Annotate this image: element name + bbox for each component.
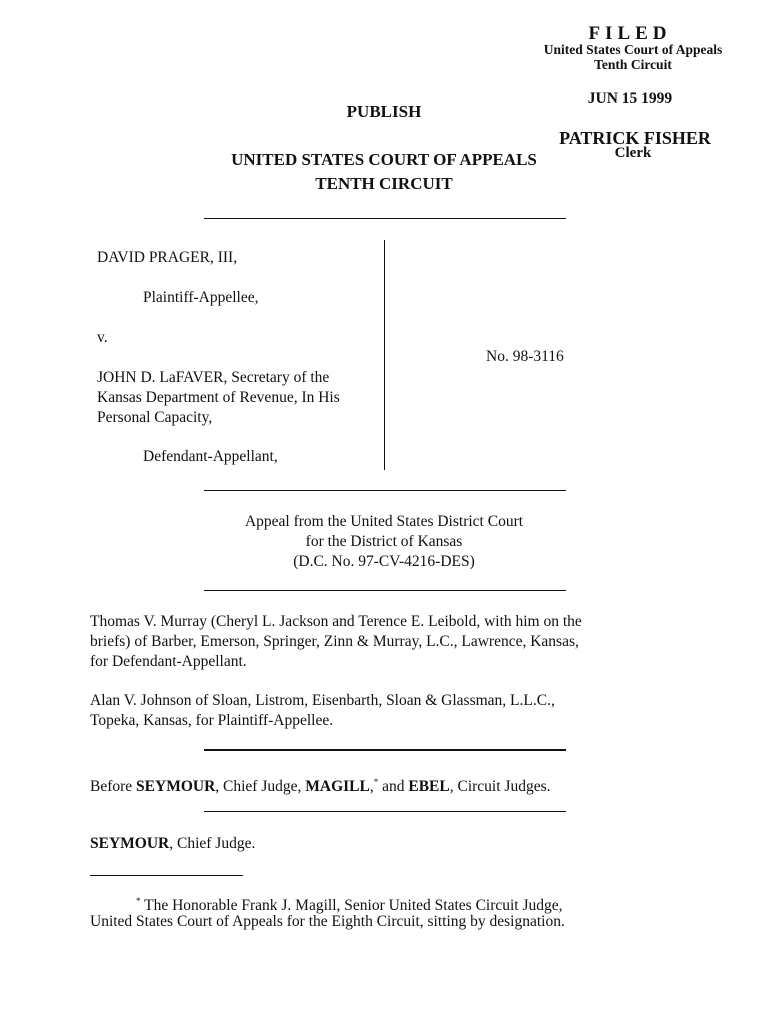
footnote-text-2: United States Court of Appeals for the Eighth Circuit, sitting by designation. [90,913,565,930]
counsel-defendant-line: for Defendant-Appellant. [90,653,247,670]
caption-plaintiff: DAVID PRAGER, III, [97,249,238,266]
caption-versus: v. [97,329,108,346]
appeal-line: Appeal from the United States District Court [244,513,524,530]
footnote-marker: * [373,777,379,787]
panel-judge-magill: MAGILL [305,778,370,796]
panel-comma: , [369,778,374,796]
filed-stamp-clerk-name: PATRICK FISHER [559,128,711,148]
case-number: No. 98-3116 [486,348,564,365]
panel-circuit-title: , Circuit Judges. [449,778,551,796]
counsel-rule [204,749,566,751]
panel-before: Before [90,778,137,796]
filed-stamp-circuit: Tenth Circuit [594,57,672,72]
caption-defendant-line: JOHN D. LaFAVER, Secretary of the [97,369,330,386]
panel-judge-ebel: EBEL [408,778,450,796]
caption-divider [384,240,385,470]
court-name-heading: UNITED STATES COURT OF APPEALS [231,150,537,169]
author-line [90,834,255,854]
appeal-line: for the District of Kansas [305,533,463,550]
filed-stamp-clerk-title: Clerk [614,145,652,161]
counsel-defendant-line: briefs) of Barber, Emerson, Springer, Zinn & Murray, L.C., Lawrence, Kansas, [90,633,579,650]
caption-rule [204,490,566,491]
filed-stamp-date: JUN 15 1999 [587,90,673,107]
panel-rule [204,811,566,812]
footnote-text-1: The Honorable Frank J. Magill, Senior United States Circuit Judge, [140,897,563,915]
author-name: SEYMOUR [90,835,170,852]
publish-heading: PUBLISH [346,102,422,121]
filed-stamp-court: United States Court of Appeals [543,42,723,57]
caption-defendant-line: Kansas Department of Revenue, In His [97,389,340,406]
caption-defendant-role: Defendant-Appellant, [143,448,278,465]
footnote-rule [90,875,243,876]
appeal-line: (D.C. No. 97-CV-4216-DES) [293,553,475,570]
counsel-plaintiff-line: Alan V. Johnson of Sloan, Listrom, Eisenbarth, Sloan & Glassman, L.L.C., [90,692,555,709]
counsel-plaintiff-line: Topeka, Kansas, for Plaintiff-Appellee. [90,712,334,729]
panel-judge-seymour: SEYMOUR [136,778,216,796]
footnote-mark: * [136,896,141,906]
panel-line [90,772,550,797]
panel-and: and [378,778,409,796]
header-rule [204,218,566,219]
circuit-name-heading: TENTH CIRCUIT [315,174,453,193]
filed-stamp-title: FILED [588,23,672,44]
appeal-rule [204,590,566,591]
counsel-defendant-line: Thomas V. Murray (Cheryl L. Jackson and Terence E. Leibold, with him on the [90,613,582,630]
caption-defendant-line: Personal Capacity, [97,409,213,426]
panel-chief-title: , Chief Judge, [215,778,306,796]
author-title: , Chief Judge. [169,835,256,852]
caption-plaintiff-role: Plaintiff-Appellee, [143,289,259,306]
